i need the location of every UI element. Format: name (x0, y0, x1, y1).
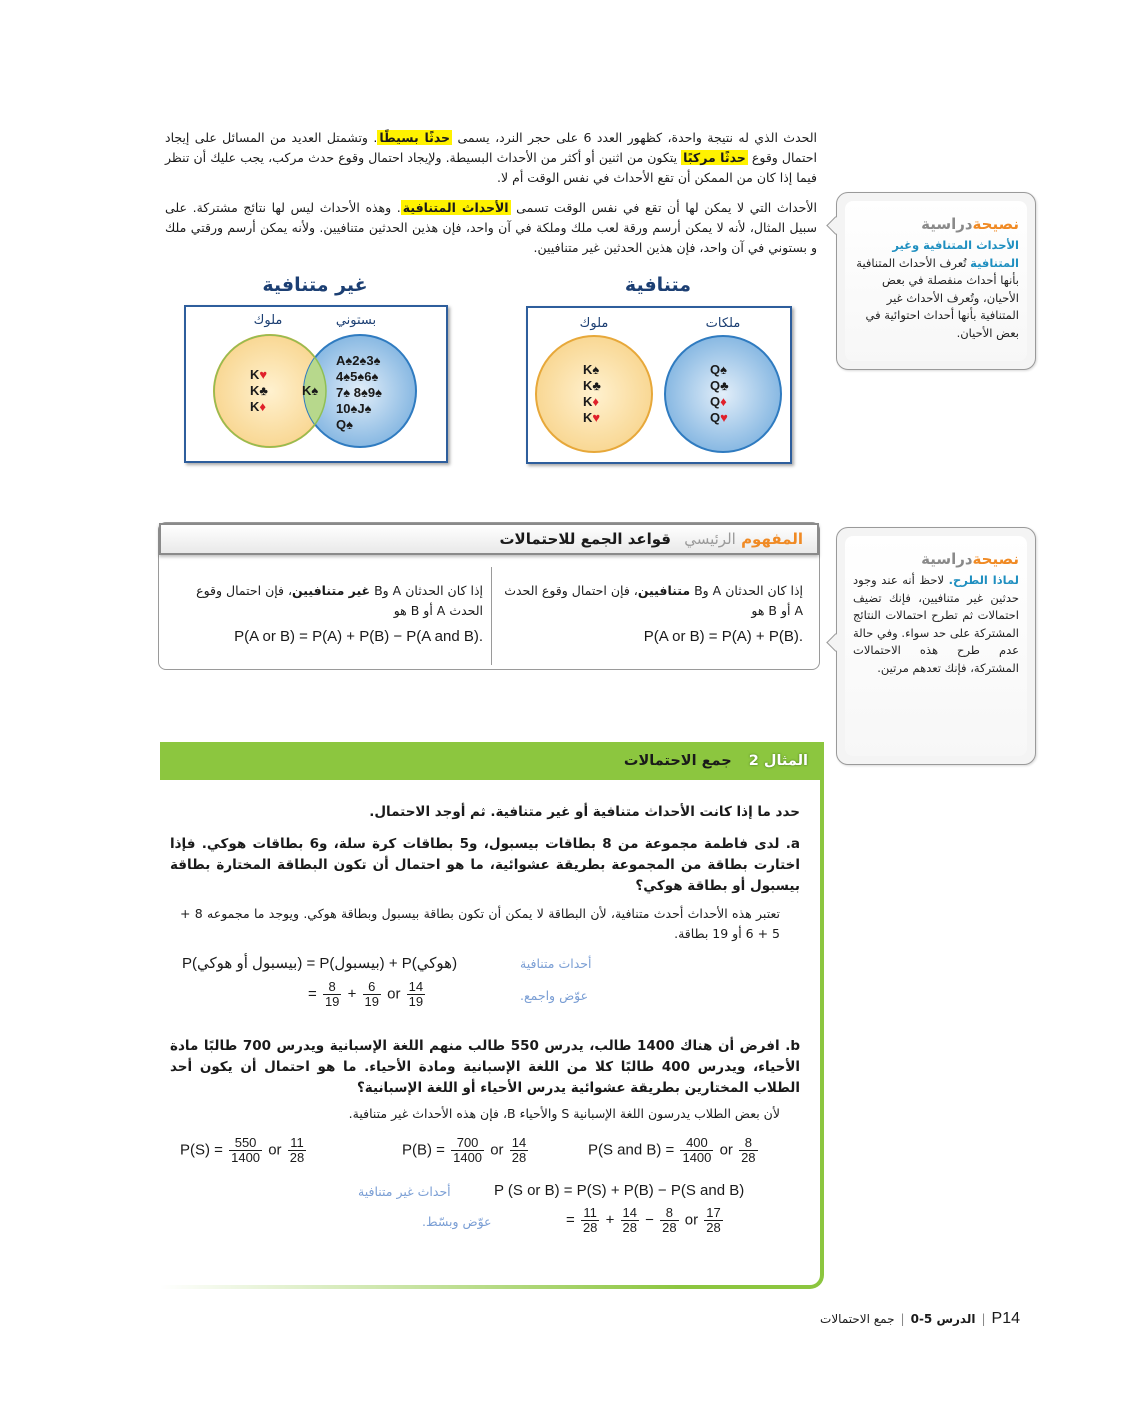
example-title: جمع الاحتمالات (623, 753, 732, 769)
question-text: افرض أن هناك 1400 طالب، يدرس 550 طالب منهم اللغة الإسبانية ويدرس 700 طالبًا مادة الأحياء، ويدرس 400 طالبًا كلا من اللغة الإسبانية ومادة الأحياء. ما هو احتمال أن يكون أحد الطلاب المختارين بطريقة عشوائية يدرس الأحياء أو اللغة الإسبانية؟ (170, 1038, 801, 1096)
tip-title (853, 215, 1019, 233)
venn-exclusive (526, 306, 792, 464)
card-row: Q♠ (336, 417, 354, 432)
ps-equation: P(S) = $\frac{550}{1400}$ or $\frac{11}{28}$ (180, 1135, 305, 1165)
callout-pointer (826, 216, 844, 234)
tip-text: لاحظ أنه عند وجود حدثين غير متنافيين، فإنك تضيف احتمالات ثم تطرح احتمالات النتائج المشتركة على حد سواء. وفي حالة عدم طرح هذه الاحتمالات المشتركة، فإنك تعدهم مرتين. (853, 573, 1019, 675)
fraction: $\frac{700}{1400}$ (453, 1135, 483, 1165)
intro-text: . وتشمتل العديد من المسائل على إيجاد احتمال وقوع (165, 130, 818, 165)
card-row: 10♠J♠ (336, 401, 372, 416)
tip-text: تُعرف الأحداث المتنافية بأنها أحداث منفصلة في بعض الأحيان، وتُعرف الأحداث غير المتنافية بأنها أحداث احتوائية في بعض الأحيان. (856, 255, 1019, 340)
set-label-spades: بستوني (335, 313, 377, 328)
card: K♣ (583, 378, 601, 393)
example-header (160, 742, 820, 780)
separator: | (981, 1312, 986, 1326)
venn-exclusive-title: متنافية (624, 274, 692, 296)
rule-bold: غير متنافيين (292, 583, 371, 598)
key-concept-header (159, 523, 819, 555)
fraction: $\frac{14}{28}$ (511, 1135, 527, 1165)
set-label-kings: ملوك (253, 313, 283, 328)
callout-pointer (826, 633, 844, 651)
fraction: $\frac{6}{19}$ (364, 979, 379, 1009)
study-tip-1 (836, 192, 1036, 370)
fraction: $\frac{11}{28}$ (582, 1205, 598, 1235)
fraction: $\frac{550}{1400}$ (231, 1135, 261, 1165)
card: Q♣ (710, 378, 729, 393)
card-row: A♠2♠3♠ (336, 353, 381, 368)
intro-paragraph-2 (165, 198, 817, 258)
card: Q♦ (710, 394, 727, 409)
fraction: $\frac{8}{28}$ (741, 1135, 756, 1165)
rule-bold: متنافيين (637, 583, 691, 598)
key-concept-label: المفهوم (741, 530, 803, 548)
part-b-question (170, 1036, 800, 1099)
rule-text-part: ، فإن احتمال وقوع الحدث A أو B هو (504, 583, 803, 618)
page-number: P14 (991, 1310, 1020, 1327)
card: Q♠ (710, 362, 728, 377)
part-b-note-2: عوّض وبسّط. (422, 1214, 492, 1229)
intro-text: . وهذه الأحداث ليس لها نتائج مشتركة. على سبيل المثال، لأنه لا يمكن أرسم ورقة لعب ملك وملكة في آن واحد، فإن هذين الحدثين متنافيين. ولأنه يمكن أرسم ورقتي ملك و بستوني في آن واحد، فإن هذين الحدثين غير متنافيين. (165, 200, 817, 255)
card: Q♥ (710, 410, 728, 425)
nonmutex-formula: P(A or B) = P(A) + P(B) − P(A and B). (234, 628, 483, 645)
intro-text: يتكون من اثنين أو أكثر من الأحداث البسيطة. ولإيجاد احتمال وقوع حدث مركب، يجب عليك أن تنظر فيما إذا كان من الممكن أن تقع الأحداث في نفس الوقت أم لا. (165, 150, 817, 185)
part-b-equation-2: = $\frac{11}{28}$ + $\frac{14}{28}$ − $\frac{8}{28}$ or $\frac{17}{28}$ (566, 1205, 721, 1235)
intro-paragraph-1 (165, 128, 817, 188)
example-number: 2 (748, 753, 759, 769)
card: K♥ (250, 367, 268, 382)
fraction: $\frac{8}{28}$ (662, 1205, 677, 1235)
mutex-formula: P(A or B) = P(A) + P(B). (643, 628, 803, 645)
tip-keyword: لماذا الطرح. (948, 573, 1019, 587)
set-label-queens: ملكات (705, 316, 741, 331)
tip-title (853, 550, 1019, 568)
part-a-equation-2: = $\frac{8}{19}$ + $\frac{6}{19}$ or $\frac{14}{19}$ (308, 979, 424, 1009)
bottom-border-fade (160, 1285, 680, 1289)
part-a-question (170, 834, 800, 897)
tip-body (853, 572, 1019, 677)
rule-text (499, 581, 803, 621)
tip-keyword: الأحداث المتنافية وغير المتنافية (892, 238, 1019, 270)
study-tip-2 (836, 527, 1036, 765)
non-mutually-exclusive-rule (175, 581, 483, 647)
fraction: $\frac{14}{28}$ (622, 1205, 637, 1235)
psb-equation: P(S and B) = $\frac{400}{1400}$ or $\frac{8}{28}$ (588, 1135, 756, 1165)
key-concept-label-gray: الرئيسي (684, 530, 736, 548)
card: K♥ (583, 410, 601, 425)
overlap-card: K♠ (302, 383, 319, 398)
fraction: $\frac{17}{28}$ (706, 1205, 721, 1235)
example-2-box (160, 742, 824, 1289)
key-concept-box (158, 522, 820, 670)
intro-text: الحدث الذي له نتيجة واحدة، كظهور العدد 6 على حجر النرد، يسمى (452, 130, 817, 145)
tip-title-orange: نصيحة (972, 550, 1019, 568)
simple-event-term: حدثًا بسيطًا (379, 130, 451, 145)
rule-text-part: ، فإن احتمال وقوع الحدث A أو B هو (196, 583, 483, 618)
fraction: $\frac{14}{19}$ (408, 979, 424, 1009)
tip-title-gray: دراسية (921, 215, 973, 233)
part-b-equation-1: P (S or B) = P(S) + P(B) − P(S and B) (494, 1182, 745, 1199)
mutually-exclusive-term: الأحداث المتنافية (402, 200, 509, 215)
intro-text: الأحداث التي لا يمكن لها أن تقع في نفس الوقت تسمى (510, 200, 817, 215)
fraction: $\frac{400}{1400}$ (682, 1135, 712, 1165)
kings-only-cards (250, 367, 268, 415)
part-a-explanation: تعتبر هذه الأحداث أحدث متنافية، لأن البطاقة لا يمكن أن تكون بطاقة بيسبول وبطاقة هوكي. ويوجد ما مجموعه 8 + 5 + 6 أو 19 بطاقة. (180, 906, 780, 941)
key-concept-title: قواعد الجمع للاحتمالات (499, 530, 671, 548)
question-text: لدى فاطمة مجموعة من 8 بطاقات بيسبول، و5 بطاقات كرة سلة، و6 بطاقات هوكي. فإذا اختارت بطاقة من المجموعة بطريقة عشوائية، ما هو احتمال أن تكون البطاقة المختارة بطاقة بيسبول أو بطاقة هوكي؟ (170, 836, 800, 894)
card-row: 7♠ 8♠9♠ (336, 385, 383, 400)
set-label-kings: ملوك (579, 316, 609, 331)
compound-event-term: حدثًا مركبًا (683, 150, 746, 165)
part-letter: a. (785, 836, 801, 852)
fraction: $\frac{8}{19}$ (324, 979, 340, 1009)
rule-text-part: إذا كان الحدثان A وB (370, 583, 483, 598)
rule-text-part: إذا كان الحدثان A وB (690, 583, 803, 598)
pb-equation: P(B) = $\frac{700}{1400}$ or $\frac{14}{28}$ (402, 1135, 527, 1165)
part-a-equation-1: P(بيسبول أو هوكي) = P(بيسبول) + P(هوكي) (182, 955, 458, 972)
part-letter: b. (785, 1038, 800, 1054)
spades-only-cards (336, 353, 382, 433)
mutually-exclusive-rule (499, 581, 803, 647)
kings-cards (583, 362, 601, 426)
tip-title-gray: دراسية (921, 550, 973, 568)
card-row: 4♠5♠6♠ (336, 369, 379, 384)
tip-title-orange: نصيحة (972, 215, 1019, 233)
card: K♠ (583, 362, 600, 377)
page-footer (820, 1310, 1020, 1328)
lesson-topic: جمع الاحتمالات (820, 1312, 895, 1326)
queens-cards (710, 362, 729, 426)
venn-non-exclusive-title: غير متنافية (262, 274, 368, 296)
card: K♦ (583, 394, 600, 409)
column-divider (491, 567, 492, 665)
lesson-number: الدرس 5-0 (910, 1312, 976, 1326)
tip-body (853, 237, 1019, 342)
example-label: المثال (763, 753, 808, 769)
part-a-note-1: أحداث متنافية (520, 956, 592, 971)
part-b-note-1: أحداث غير متنافية (358, 1184, 451, 1199)
card: K♦ (250, 399, 267, 414)
card: K♣ (250, 383, 268, 398)
part-a-note-2: عوّض واجمع. (520, 988, 589, 1003)
venn-non-exclusive (184, 305, 448, 463)
fraction: $\frac{11}{28}$ (289, 1135, 305, 1165)
part-b-explanation: لأن بعض الطلاب يدرسون اللغة الإسبانية S والأحياء B، فإن هذه الأحداث غير متنافية. (348, 1106, 780, 1121)
separator: | (900, 1312, 905, 1326)
rule-text (175, 581, 483, 621)
venn-circles (528, 308, 790, 462)
example-instruction: حدد ما إذا كانت الأحداث متنافية أو غير متنافية. ثم أوجد الاحتمال. (369, 804, 800, 820)
